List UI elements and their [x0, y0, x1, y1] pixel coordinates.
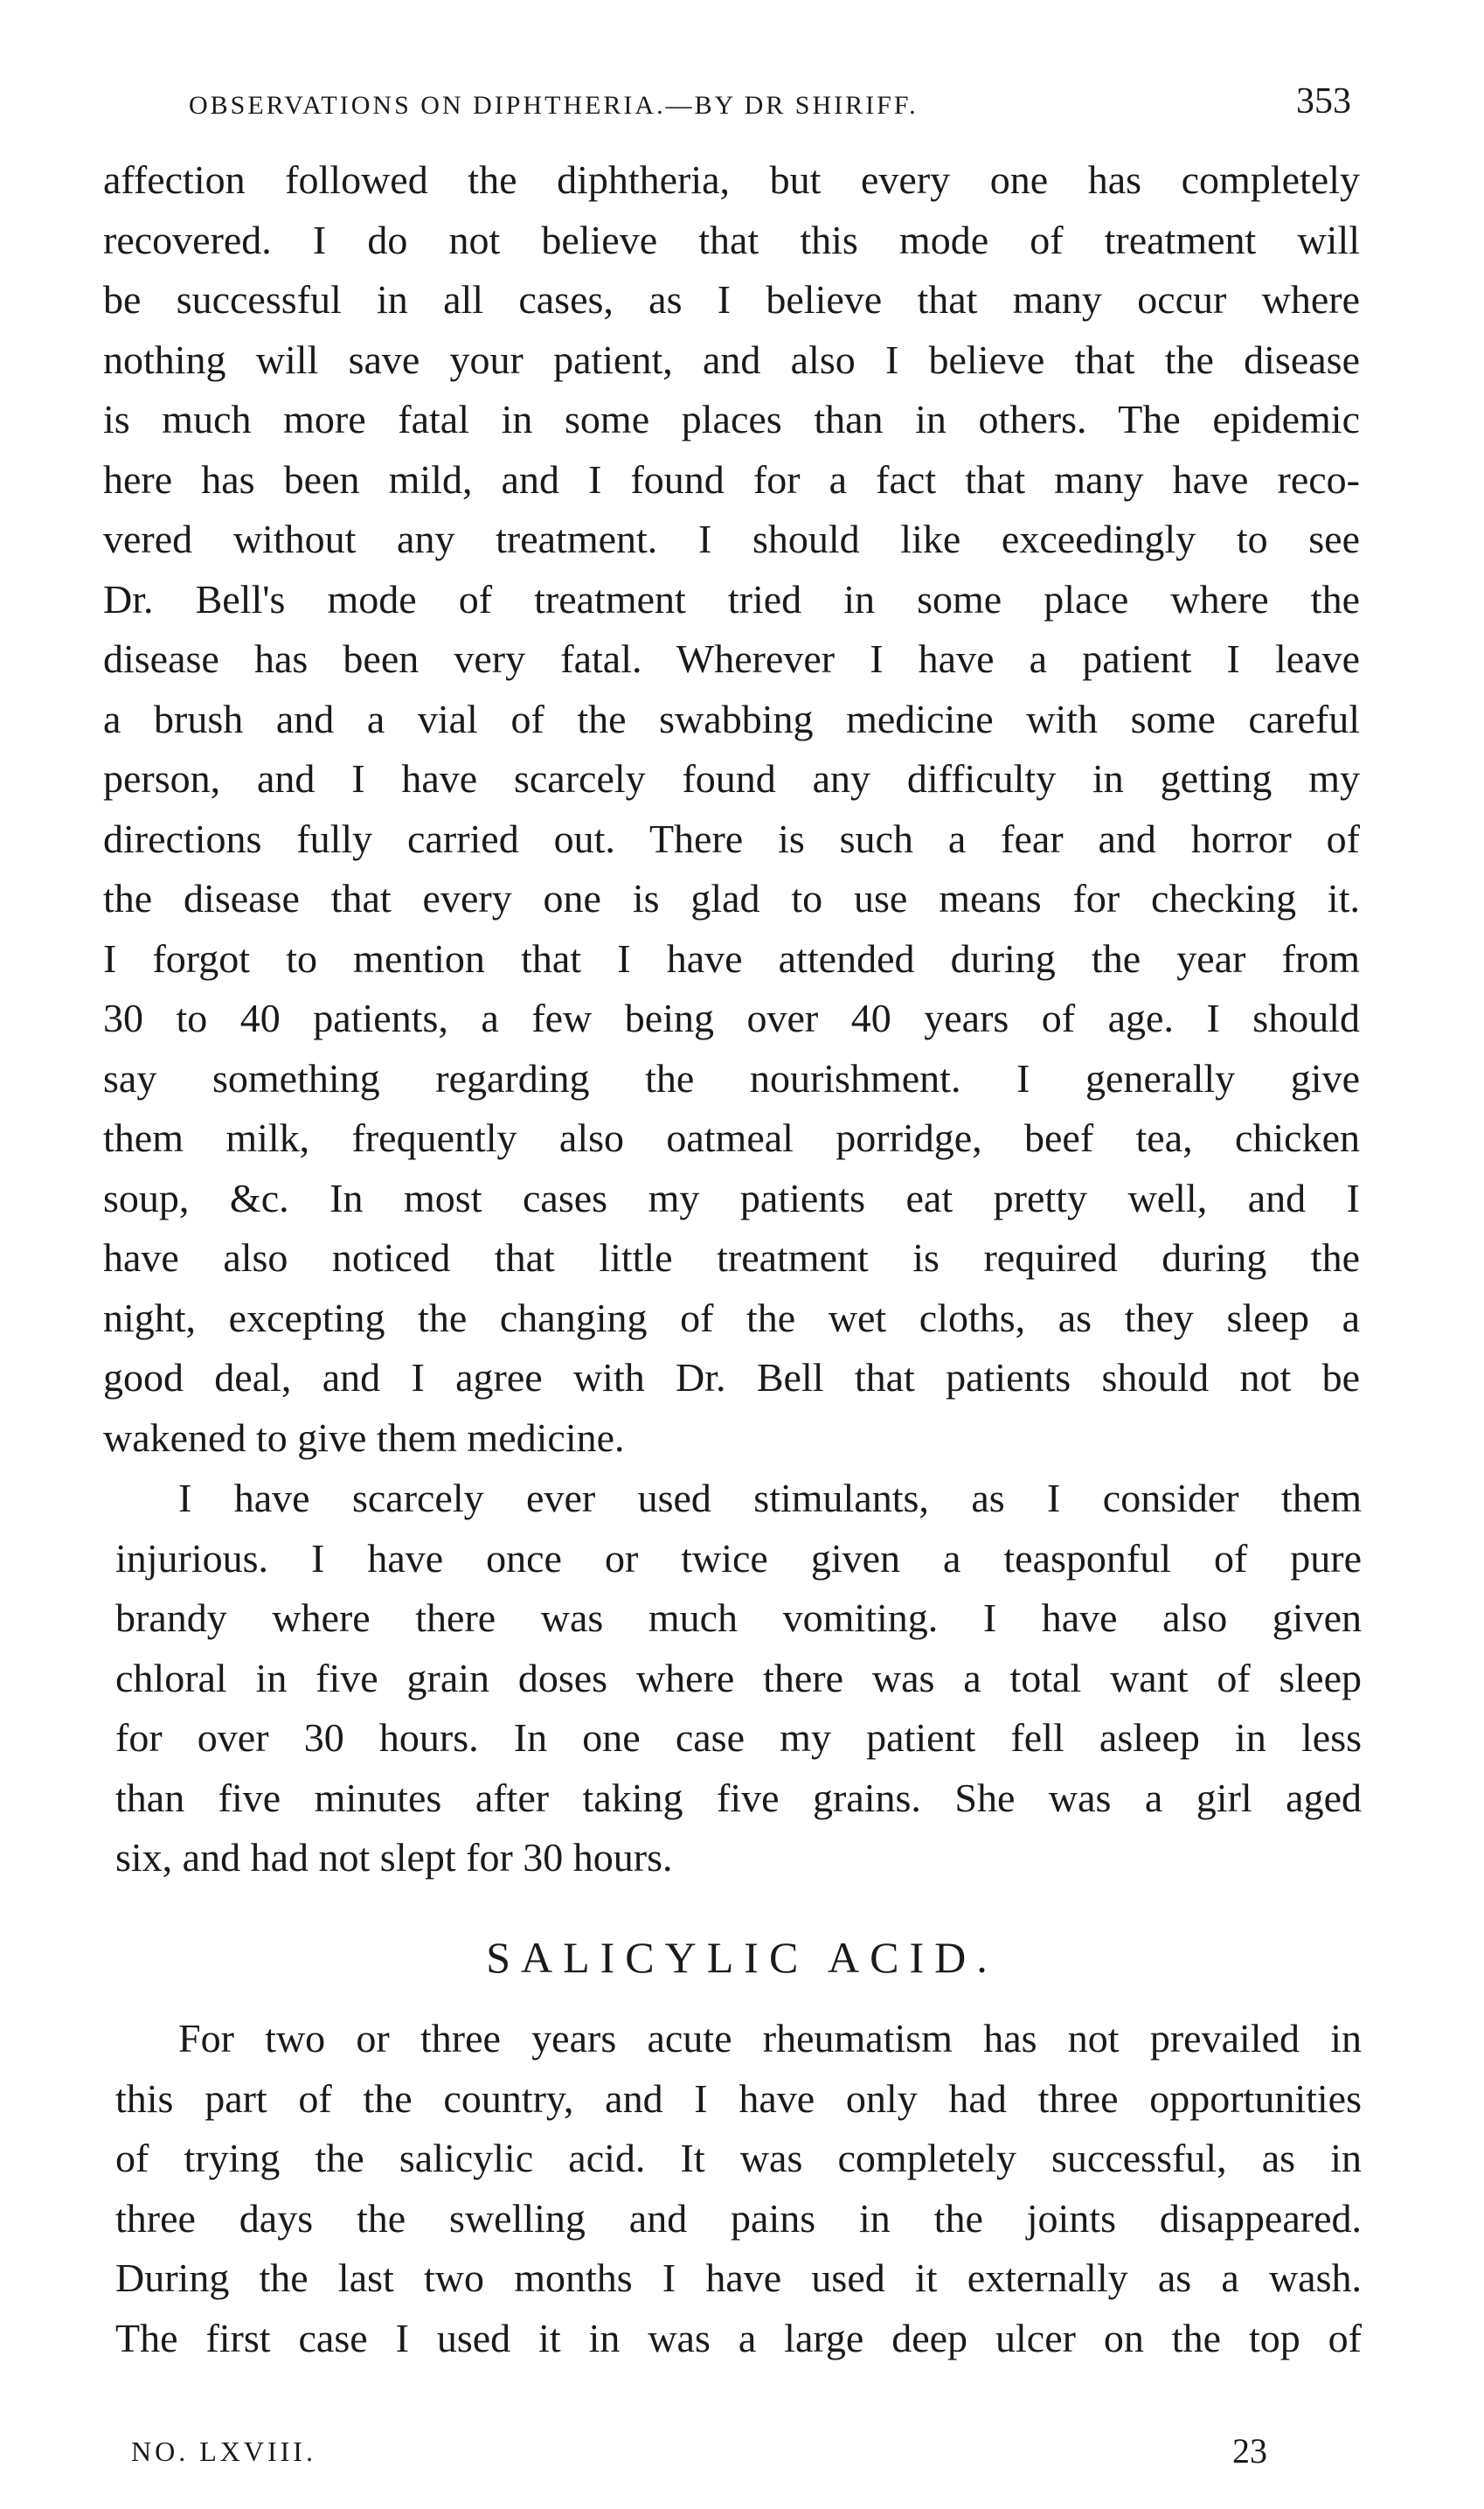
- text-line: I have scarcely ever used stimulants, as I consider them: [178, 1476, 1362, 1520]
- text-line: the disease that every one is glad to use means for checking it.: [103, 876, 1360, 921]
- text-line: here has been mild, and I found for a fact that many have reco-: [103, 456, 1360, 502]
- text-line: directions fully carried out. There is such a fear and horror of: [103, 816, 1360, 861]
- text-line: injurious. I have once or twice given a teasponful of pure: [115, 1535, 1362, 1581]
- text-line: affection followed the diphtheria, but every one has completely: [103, 157, 1360, 202]
- text-line: of trying the salicylic acid. It was completely successful, as in: [115, 2136, 1362, 2180]
- text-line: The first case I used it in was a large deep ulcer on the top of: [115, 2315, 1362, 2360]
- text-line: 30 to 40 patients, a few being over 40 years of age. I should: [103, 996, 1360, 1040]
- text-line: for over 30 hours. In one case my patient fell asleep in less: [115, 1715, 1362, 1760]
- text-line: disease has been very fatal. Wherever I have a patient I leave: [103, 636, 1360, 681]
- page-number: 353: [1296, 81, 1351, 122]
- text-line: this part of the country, and I have only had three opportunities: [115, 2075, 1362, 2121]
- text-line: I forgot to mention that I have attended during the year from: [103, 935, 1360, 981]
- paragraph-salicylic-acid: [115, 2009, 1362, 2368]
- text-line: a brush and a vial of the swabbing medicine with some careful: [103, 696, 1360, 741]
- text-line: good deal, and I agree with Dr. Bell that patients should not be: [103, 1355, 1360, 1400]
- running-head: [189, 80, 1351, 133]
- signature-mark: NO. LXVIII.: [131, 2436, 316, 2467]
- sheet-number: 23: [1232, 2431, 1267, 2471]
- text-line: wakened to give them medicine.: [103, 1414, 625, 1460]
- text-line: them milk, frequently also oatmeal porridge, beef tea, chicken: [103, 1115, 1360, 1160]
- text-line: be successful in all cases, as I believe that many occur where: [103, 277, 1360, 322]
- text-line: have also noticed that little treatment is required during the: [103, 1235, 1360, 1280]
- text-line: is much more fatal in some places than in others. The epidemic: [103, 397, 1360, 441]
- text-line: night, excepting the changing of the wet cloths, as they sleep a: [103, 1295, 1360, 1340]
- text-line: six, and had not slept for 30 hours.: [115, 1835, 673, 1880]
- text-line: For two or three years acute rheumatism has not prevailed in: [178, 2016, 1362, 2061]
- text-line: nothing will save your patient, and also I believe that the disease: [103, 337, 1360, 382]
- text-line: person, and I have scarcely found any difficulty in getting my: [103, 756, 1360, 801]
- section-heading: SALICYLIC ACID.: [486, 1933, 998, 1982]
- paragraph-diphtheria-treatment: [103, 150, 1360, 1468]
- text-line: recovered. I do not believe that this mode of treatment will: [103, 217, 1360, 262]
- text-line: vered without any treatment. I should like exceedingly to see: [103, 517, 1360, 561]
- text-line: soup, &c. In most cases my patients eat pretty well, and I: [103, 1175, 1360, 1220]
- page-footer: [131, 2430, 1267, 2483]
- text-line: Dr. Bell's mode of treatment tried in some place where the: [103, 576, 1360, 622]
- text-line: three days the swelling and pains in the joints disappeared.: [115, 2195, 1362, 2241]
- running-title: OBSERVATIONS ON DIPHTHERIA.—BY DR SHIRIFF.: [189, 91, 919, 120]
- text-line: than five minutes after taking five grains. She was a girl aged: [115, 1775, 1362, 1820]
- text-line: brandy where there was much vomiting. I have also given: [115, 1595, 1362, 1640]
- text-line: chloral in five grain doses where there was a total want of sleep: [115, 1655, 1362, 1700]
- text-line: During the last two months I have used it externally as a wash.: [115, 2255, 1362, 2300]
- text-line: say something regarding the nourishment. I generally give: [103, 1055, 1360, 1101]
- paragraph-stimulants: [115, 1469, 1362, 1888]
